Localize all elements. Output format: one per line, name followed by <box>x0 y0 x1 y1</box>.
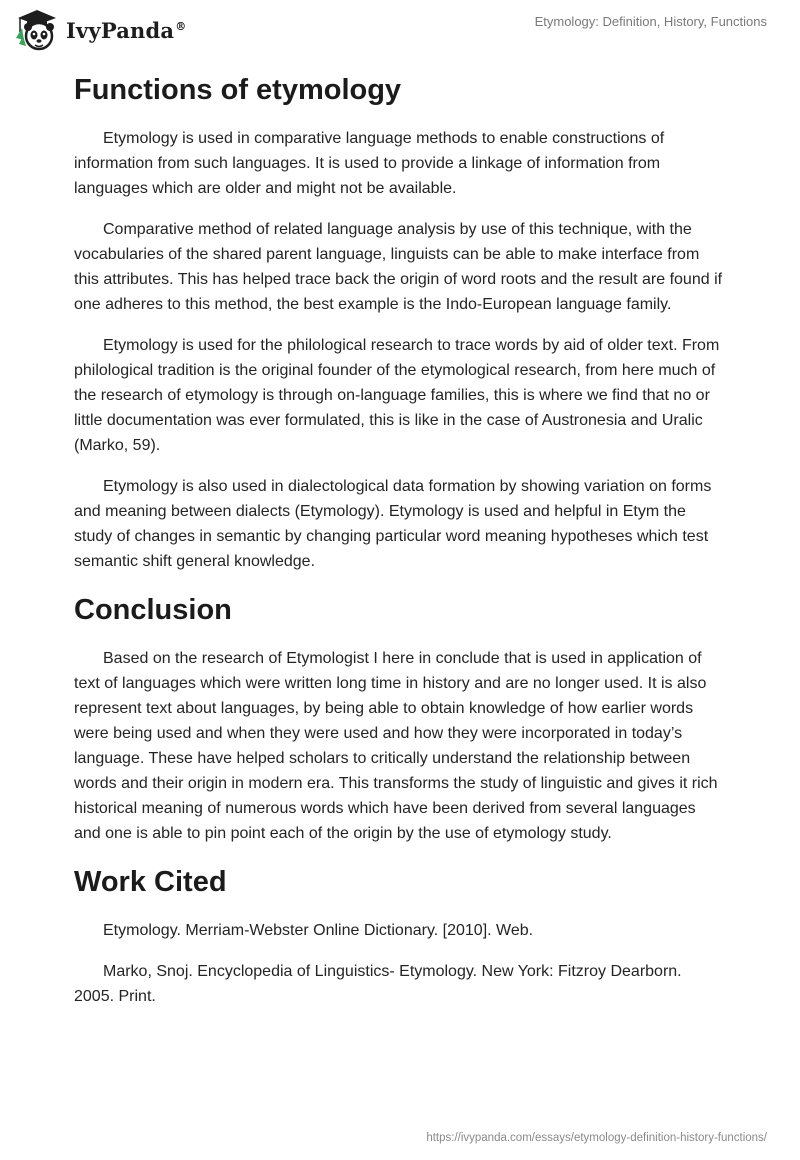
brand-name: IvyPanda® <box>66 17 187 43</box>
citation: Etymology. Merriam-Webster Online Dictionary. [2010]. Web. <box>103 922 534 939</box>
registered-mark: ® <box>175 19 187 33</box>
section-heading-work-cited: Work Cited <box>74 866 227 898</box>
paragraph: Based on the research of Etymologist I here in conclude that is used in application of text of languages which were written long time in history and are no longer used. It is also represent text about languages, by being able to obtain knowledge of how earlier words were being used and when they were used and how they were incorporated in today’s language. These have helped scholars to critically understand the relationship between words and their origin in modern era. This transforms the study of linguistic and gives it rich historical meaning of numerous words which have been derived from several languages and one is able to pin point each of the origin by the use of etymology study. <box>74 650 718 842</box>
essay-content <box>74 70 726 1025</box>
page-header <box>0 0 800 60</box>
panda-logo-icon <box>14 8 60 52</box>
paragraph: Etymology is also used in dialectological data formation by showing variation on forms and meaning between dialects (Etymology). Etymology is used and helpful in Etym the study of changes in semantic by changing particular word meaning hypotheses which test semantic shift general knowledge. <box>74 478 712 570</box>
paragraph: Etymology is used in comparative language methods to enable constructions of information from such languages. It is used to provide a linkage of information from languages which are older and might not be available. <box>74 130 665 197</box>
document-title: Etymology: Definition, History, Functions <box>534 14 767 29</box>
citation: Marko, Snoj. Encyclopedia of Linguistics- Etymology. New York: Fitzroy Dearborn. 2005. Print. <box>74 963 682 1005</box>
ivypanda-logo[interactable] <box>14 8 186 52</box>
paragraph: Comparative method of related language analysis by use of this technique, with the vocabularies of the shared parent language, linguists can be able to make interface from this attributes. This has helped trace back the origin of word roots and the result are found if one adheres to this method, the best example is the Indo-European language family. <box>74 221 723 313</box>
paragraph: Etymology is used for the philological research to trace words by aid of older text. From philological tradition is the original founder of the etymological research, from here much of the research of etymology is through on-language families, this is where we find that no or little documentation was ever formulated, this is like in the case of Austronesia and Uralic (Marko, 59). <box>74 337 720 454</box>
source-url[interactable]: https://ivypanda.com/essays/etymology-definition-history-functions/ <box>426 1132 767 1144</box>
section-heading-conclusion: Conclusion <box>74 594 232 626</box>
section-heading-functions: Functions of etymology <box>74 74 402 106</box>
